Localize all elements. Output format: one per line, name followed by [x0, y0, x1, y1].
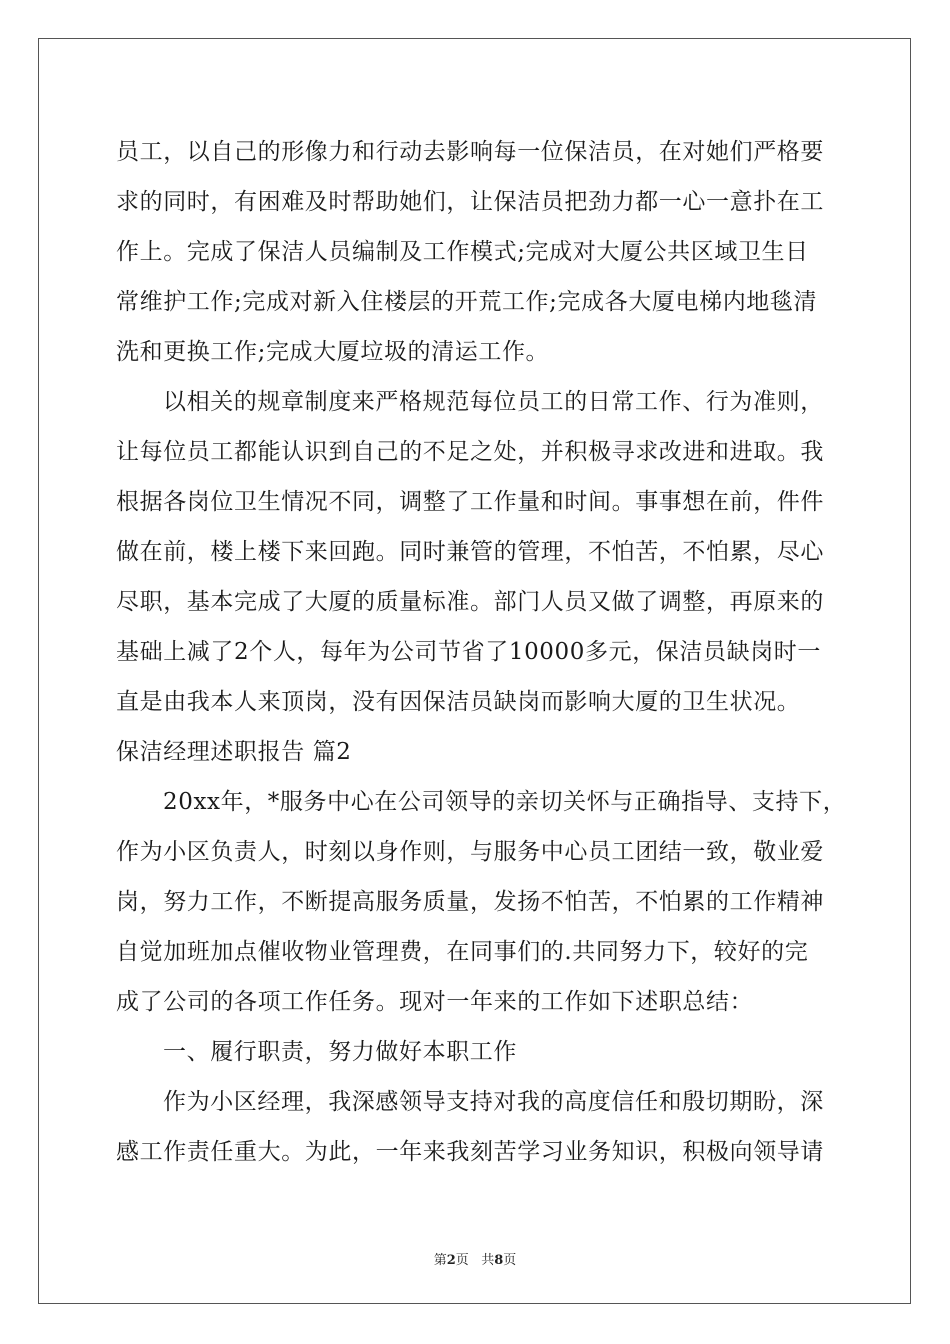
paragraph-line: 员工，以自己的形像力和行动去影响每一位保洁员，在对她们严格要	[116, 139, 824, 165]
total-prefix: 共	[481, 1253, 495, 1268]
page-footer	[0, 1253, 950, 1269]
paragraph-line: 作为小区经理，我深感领导支持对我的高度信任和殷切期盼，深	[163, 1089, 824, 1115]
paragraph-line: 岗，努力工作，不断提高服务质量，发扬不怕苦，不怕累的工作精神	[116, 889, 824, 915]
paragraph-line: 直是由我本人来顶岗，没有因保洁员缺岗而影响大厦的卫生状况。	[116, 689, 801, 715]
paragraph-line: 作上。完成了保洁人员编制及工作模式;完成对大厦公共区域卫生日	[116, 239, 809, 265]
paragraph-line: 常维护工作;完成对新入住楼层的开荒工作;完成各大厦电梯内地毯清	[116, 289, 818, 315]
section-heading: 保洁经理述职报告 篇2	[116, 739, 352, 765]
page-prefix: 第	[433, 1253, 447, 1268]
paragraph-line: 感工作责任重大。为此，一年来我刻苦学习业务知识，积极向领导请	[116, 1139, 824, 1165]
paragraph-line: 基础上减了2个人，每年为公司节省了10000多元，保洁员缺岗时一	[116, 639, 821, 665]
subsection-heading: 一、履行职责，努力做好本职工作	[163, 1039, 517, 1065]
paragraph-line: 洗和更换工作;完成大厦垃圾的清运工作。	[116, 339, 550, 365]
total-pages: 8	[494, 1253, 504, 1268]
paragraph-line: 自觉加班加点催收物业管理费，在同事们的.共同努力下，较好的完	[116, 939, 809, 965]
paragraph-line: 求的同时，有困难及时帮助她们，让保洁员把劲力都一心一意扑在工	[116, 189, 824, 215]
paragraph-line: 尽职，基本完成了大厦的质量标准。部门人员又做了调整，再原来的	[116, 589, 824, 615]
total-unit: 页	[503, 1253, 517, 1268]
paragraph-line: 20xx年，*服务中心在公司领导的亲切关怀与正确指导、支持下，	[163, 789, 847, 815]
paragraph-line: 根据各岗位卫生情况不同，调整了工作量和时间。事事想在前，件件	[116, 489, 824, 515]
paragraph-line: 让每位员工都能认识到自己的不足之处，并积极寻求改进和进取。我	[116, 439, 824, 465]
paragraph-line: 成了公司的各项工作任务。现对一年来的工作如下述职总结：	[116, 989, 754, 1015]
page-number: 2	[446, 1253, 456, 1268]
paragraph-line: 做在前，楼上楼下来回跑。同时兼管的管理，不怕苦，不怕累，尽心	[116, 539, 824, 565]
paragraph-line: 以相关的规章制度来严格规范每位员工的日常工作、行为准则，	[163, 389, 824, 415]
paragraph-line: 作为小区负责人，时刻以身作则，与服务中心员工团结一致，敬业爱	[116, 839, 824, 865]
page-unit: 页	[455, 1253, 469, 1268]
